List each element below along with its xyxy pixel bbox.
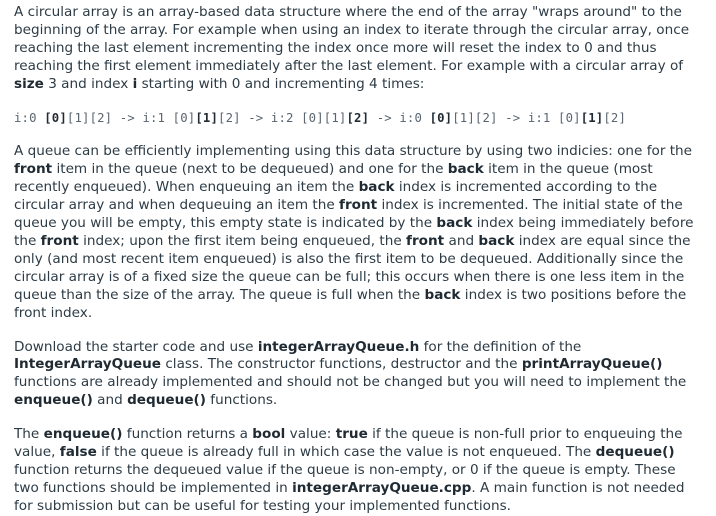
cell: [0] — [301, 110, 324, 125]
keyword-false: false — [59, 444, 97, 461]
term-front: front — [406, 232, 445, 249]
filename-source: integerArrayQueue.cpp — [292, 479, 472, 496]
arrow: -> — [240, 110, 271, 125]
text: A queue can be efficiently implementing using this data structure by using two indicies: one for the — [14, 143, 693, 160]
term-front: front — [40, 232, 79, 249]
term-front: front — [14, 161, 53, 178]
function-name: dequeue() — [595, 444, 675, 461]
text: index is two positions before the front index. — [14, 286, 687, 321]
function-name: dequeue() — [127, 392, 206, 409]
cell: [2] — [603, 110, 627, 125]
text: and — [92, 392, 128, 409]
cell: [2] — [346, 110, 370, 125]
filename-header: integerArrayQueue.h — [257, 338, 420, 355]
index-label: i:0 — [14, 110, 45, 125]
index-label: i:1 — [527, 110, 559, 125]
term-front: front — [339, 197, 378, 214]
cell: [0] — [429, 110, 453, 125]
text: function returns the dequeued value if the queue is non-empty, or 0 if the queue is empty. These two functions should be implemented in — [14, 461, 676, 496]
text: item in the queue (most recently enqueued). When enqueuing an item the — [14, 161, 653, 196]
term-back: back — [436, 215, 473, 232]
index-label: i:1 — [142, 110, 173, 125]
paragraph-queue — [14, 143, 704, 322]
index-label: i:2 — [270, 110, 302, 125]
term-back: back — [478, 232, 515, 249]
text: value: — [285, 426, 336, 443]
text: index being immediately before the — [14, 215, 694, 249]
cell: [2] — [218, 110, 241, 125]
term-back: back — [424, 286, 461, 303]
term-index: i — [132, 75, 138, 92]
function-name: enqueue() — [43, 426, 123, 443]
text: if the queue is non-full prior to enqueuing the value, — [14, 426, 683, 461]
text: 3 and index — [43, 75, 133, 92]
arrow: -> — [112, 110, 143, 125]
text: . A main function is not needed for submission but can be useful for testing your implemented functions. — [14, 479, 685, 514]
paragraph-starter-code — [14, 339, 704, 411]
function-name: printArrayQueue() — [521, 356, 663, 373]
type-name: bool — [252, 426, 286, 443]
text: function returns a — [122, 426, 253, 443]
cell: [1] — [323, 110, 347, 125]
cell: [1] — [195, 110, 219, 125]
text: functions are already implemented and should not be changed but you will need to implement the — [14, 374, 687, 391]
cell: [2] — [89, 110, 113, 125]
text: and — [444, 232, 479, 249]
text: index; upon the first item being enqueued, the — [78, 232, 407, 249]
class-name: IntegerArrayQueue — [14, 356, 162, 373]
text: if the queue is already full in which case the value is not enqueued. The — [96, 444, 596, 461]
text: The — [14, 426, 44, 443]
text: functions. — [205, 392, 278, 409]
text: for the definition of the — [419, 338, 582, 355]
arrow: -> — [497, 110, 528, 125]
cell: [1] — [66, 110, 90, 125]
text: index is incremented. The initial state of the queue you will be empty, this empty state is indicated by the — [14, 197, 683, 232]
cell: [1] — [452, 110, 475, 125]
cell: [2] — [474, 110, 498, 125]
keyword-true: true — [335, 426, 368, 443]
text: index is incremented according to the circular array and when dequeuing an item the — [14, 179, 658, 214]
cell: [0] — [558, 110, 581, 125]
term-back: back — [358, 179, 395, 196]
paragraph-circular-array — [14, 4, 704, 94]
text: starting with 0 and incrementing 4 times: — [137, 75, 425, 92]
term-back: back — [447, 161, 484, 178]
cell: [1] — [580, 110, 604, 125]
arrow: -> — [369, 110, 400, 125]
index-label: i:0 — [399, 110, 430, 125]
text: Download the starter code and use — [14, 338, 258, 355]
paragraph-functions — [14, 426, 704, 516]
term-size: size — [14, 75, 44, 92]
text: class. The constructor functions, destructor and the — [161, 356, 522, 373]
index-example — [14, 110, 704, 128]
text: item in the queue (next to be dequeued) and one for the — [52, 161, 448, 178]
cell: [0] — [172, 110, 196, 125]
function-name: enqueue() — [14, 392, 93, 409]
text: A circular array is an array-based data structure where the end of the array "wraps around" to the beginning of the array. For example when using an index to iterate through the circular array, once reaching the last element incrementing the index once more will reset the index to 0 and thus reaching the first element immediately after the last element. For example with a circular array of — [14, 4, 690, 74]
text: index are equal since the only (and most recent item enqueued) is also the first item to be dequeued. Additionally since the circular array is of a fixed size the queue can be full; this occurs when there is one less item in the queue than the size of the array. The queue is full when the — [14, 232, 691, 303]
cell: [0] — [44, 110, 67, 125]
